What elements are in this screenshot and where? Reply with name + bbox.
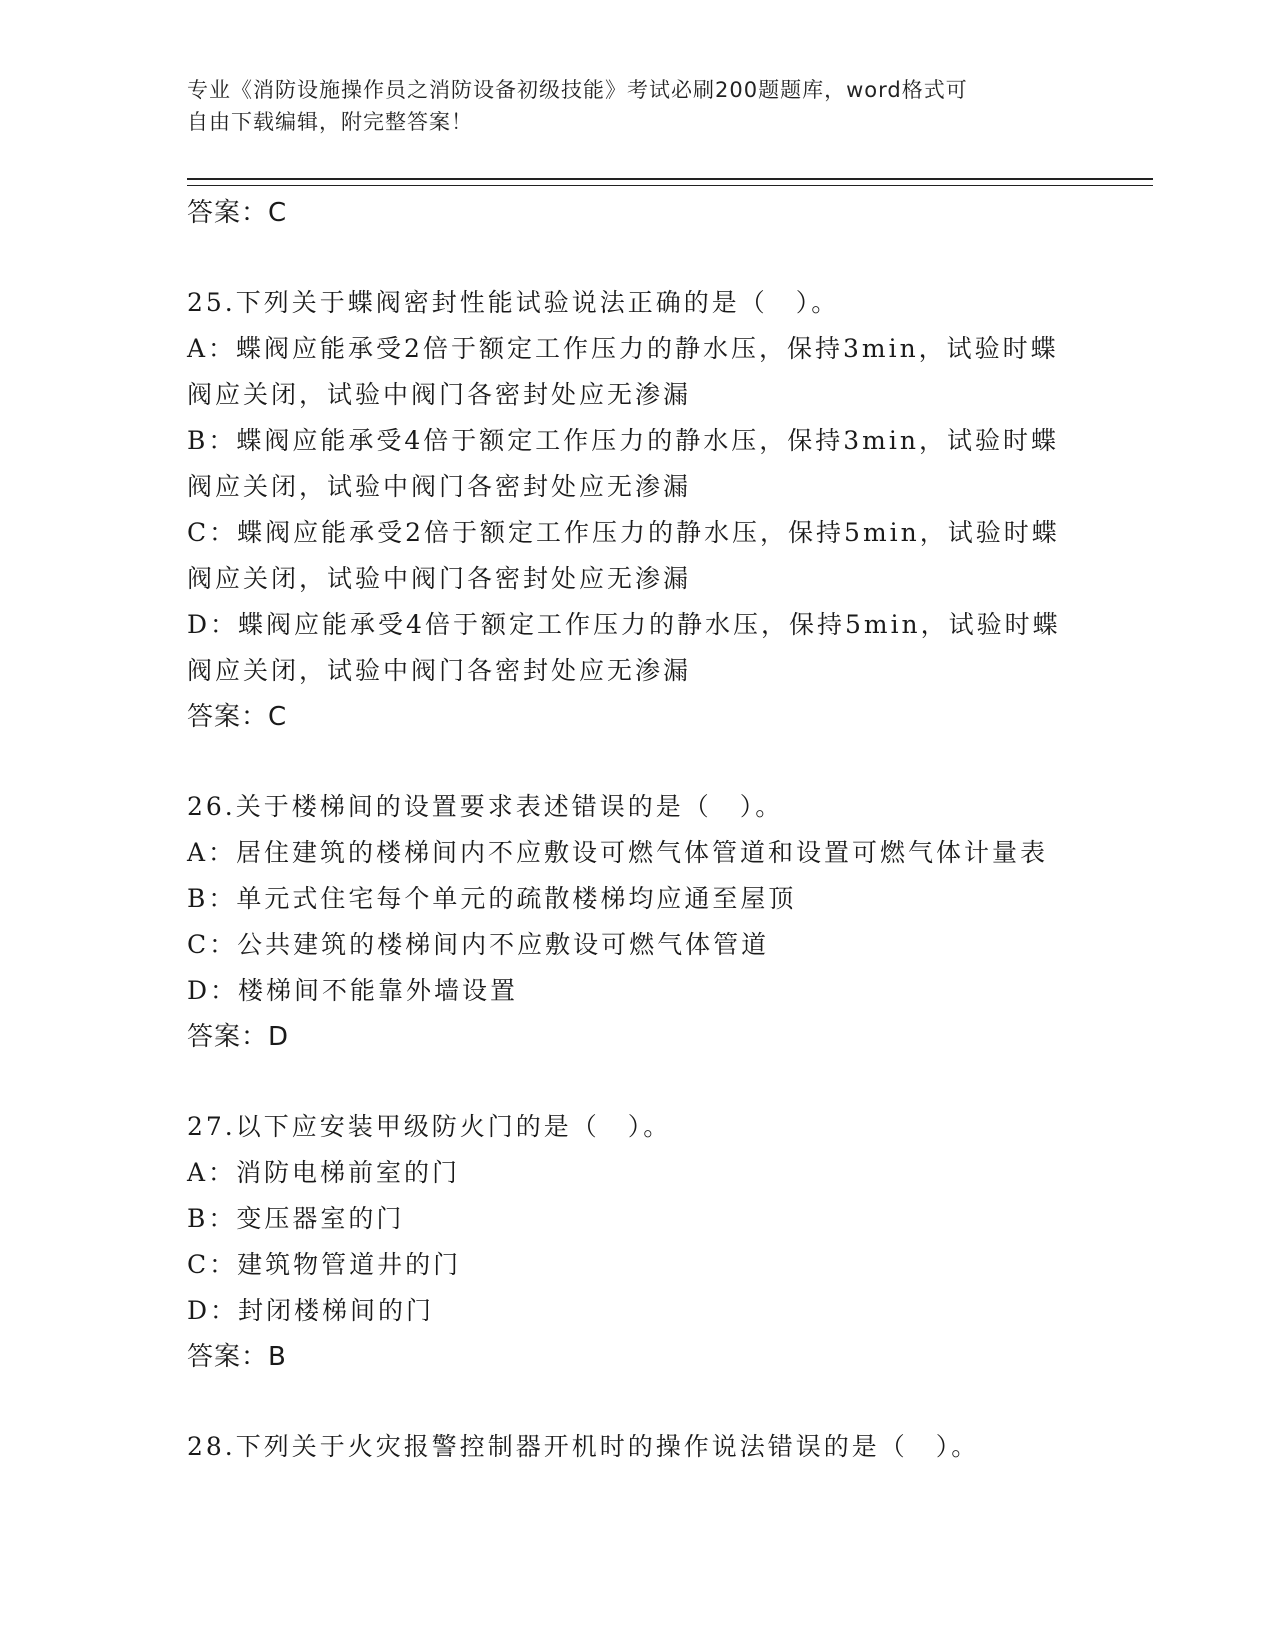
question-26-option-c: C：公共建筑的楼梯间内不应敷设可燃气体管道 (187, 930, 770, 959)
option-text: D：蝶阀应能承受4倍于额定工作压力的静水压，保持5min，试验时蝶 (187, 610, 1061, 639)
question-25-option-b (187, 418, 1087, 510)
page-header (187, 74, 1087, 138)
question-27-answer: 答案：B (187, 1342, 287, 1372)
question-26-option-d: D：楼梯间不能靠外墙设置 (187, 976, 519, 1005)
header-line-1: 专业《消防设施操作员之消防设备初级技能》考试必刷200题题库，word格式可 (187, 78, 968, 102)
question-27-option-c: C：建筑物管道井的门 (187, 1250, 462, 1279)
question-25-option-d (187, 602, 1087, 694)
question-25-answer: 答案：C (187, 702, 288, 732)
header-divider (187, 178, 1153, 186)
question-26-answer: 答案：D (187, 1022, 290, 1052)
option-text: 阀应关闭，试验中阀门各密封处应无渗漏 (187, 380, 692, 409)
spacer (187, 740, 1087, 784)
question-27-title: 27.以下应安装甲级防火门的是（ ）。 (187, 1112, 672, 1141)
option-text: 阀应关闭，试验中阀门各密封处应无渗漏 (187, 656, 692, 685)
option-text: A：蝶阀应能承受2倍于额定工作压力的静水压，保持3min，试验时蝶 (187, 334, 1059, 363)
option-text: C：蝶阀应能承受2倍于额定工作压力的静水压，保持5min，试验时蝶 (187, 518, 1060, 547)
question-25-option-a (187, 326, 1087, 418)
question-26 (187, 784, 1087, 1060)
question-27-option-b: B：变压器室的门 (187, 1204, 405, 1233)
spacer (187, 1380, 1087, 1424)
question-25-option-c (187, 510, 1087, 602)
option-text: 阀应关闭，试验中阀门各密封处应无渗漏 (187, 564, 692, 593)
spacer (187, 1060, 1087, 1104)
spacer (187, 236, 1087, 280)
header-line-2: 自由下载编辑，附完整答案！ (187, 110, 473, 134)
question-25 (187, 280, 1087, 740)
option-text: B：蝶阀应能承受4倍于额定工作压力的静水压，保持3min，试验时蝶 (187, 426, 1059, 455)
question-26-option-b: B：单元式住宅每个单元的疏散楼梯均应通至屋顶 (187, 884, 797, 913)
answer-24: 答案：C (187, 198, 288, 228)
question-27-option-d: D：封闭楼梯间的门 (187, 1296, 435, 1325)
question-27 (187, 1104, 1087, 1380)
question-28-title: 28.下列关于火灾报警控制器开机时的操作说法错误的是（ ）。 (187, 1432, 980, 1461)
question-25-title: 25.下列关于蝶阀密封性能试验说法正确的是（ ）。 (187, 288, 840, 317)
question-28 (187, 1424, 1087, 1470)
question-26-option-a: A：居住建筑的楼梯间内不应敷设可燃气体管道和设置可燃气体计量表 (187, 838, 1049, 867)
question-27-option-a: A：消防电梯前室的门 (187, 1158, 461, 1187)
question-26-title: 26.关于楼梯间的设置要求表述错误的是（ ）。 (187, 792, 784, 821)
option-text: 阀应关闭，试验中阀门各密封处应无渗漏 (187, 472, 692, 501)
document-body (187, 190, 1087, 1470)
